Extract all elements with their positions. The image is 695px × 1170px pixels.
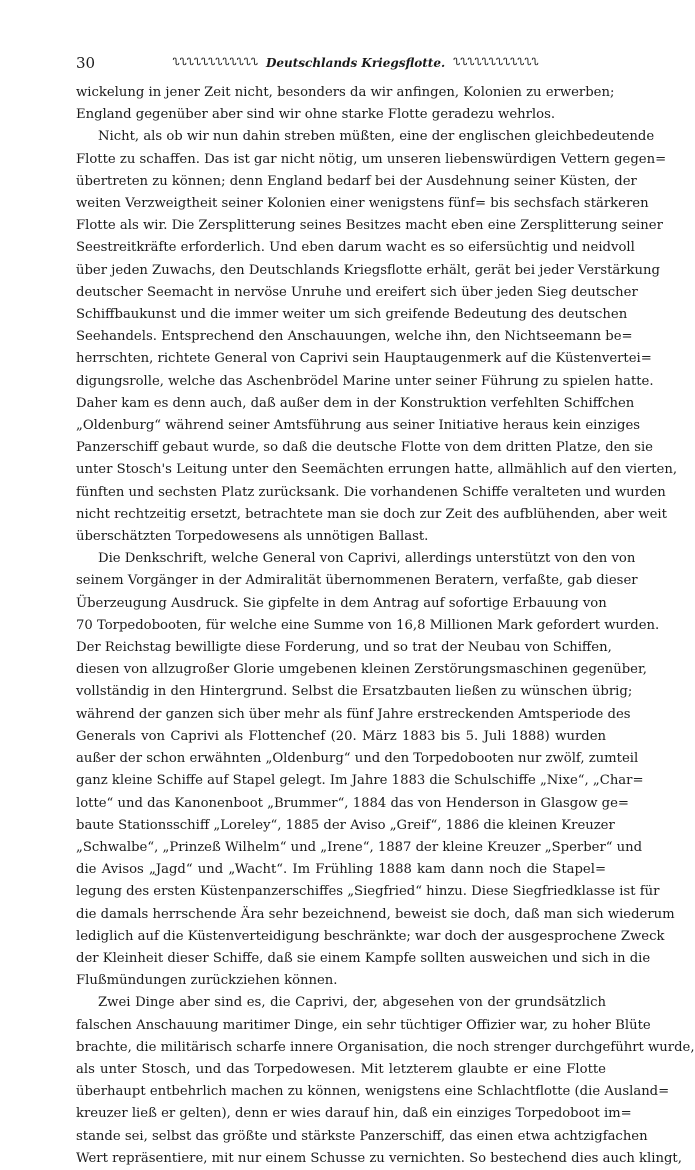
text-line: digungsrolle, welche das Aschenbrödel Marine unter seiner Führung zu spielen hatte. (76, 373, 654, 389)
text-line: Schiffbaukunst und die immer weiter um sich greifende Bedeutung des deutschen (76, 307, 628, 323)
text-line: diesen von allzugroßer Glorie umgebenen kleinen Zerstörungsmaschinen gegenüber, (76, 662, 647, 678)
text-line: Wert repräsentiere, mit nur einem Schusse zu vernichten. So bestechend dies auch klingt, (76, 1150, 682, 1166)
text-line: seinem Vorgänger in der Admiralität übernommenen Beratern, verfaßte, gab dieser (76, 573, 638, 589)
text-line: brachte, die militärisch scharfe innere Organisation, die noch strenger durchgeführt wurde, (76, 1039, 695, 1055)
page-header (76, 52, 606, 74)
text-line: wickelung in jener Zeit nicht, besonders da wir anfingen, Kolonien zu erwerben; (76, 85, 615, 100)
text-line: herrschten, richtete General von Caprivi sein Hauptaugenmerk auf die Küstenvertei= (76, 351, 652, 367)
text-line: Flotte zu schaffen. Das ist gar nicht nötig, um unseren liebenswürdigen Vettern gegen= (76, 151, 667, 167)
text-line: außer der schon erwähnten „Oldenburg“ und den Torpedobooten nur zwölf, zumteil (76, 751, 639, 767)
paragraph (76, 548, 675, 992)
text-line: deutscher Seemacht in nervöse Unruhe und ereifert sich über jeden Sieg deutscher (76, 284, 638, 300)
text-line: Generals von Caprivi als Flottenchef (20. März 1883 bis 5. Juli 1888) wurden (76, 728, 606, 744)
text-line: fünften und sechsten Platz zurücksank. Die vorhandenen Schiffe veralteten und wurden (76, 484, 666, 500)
text-line: ganz kleine Schiffe auf Stapel gelegt. Im Jahre 1883 die Schulschiffe „Nixe“, „Char= (76, 773, 644, 789)
text-line: vollständig in den Hintergrund. Selbst die Ersatzbauten ließen zu wünschen übrig; (76, 684, 633, 700)
text-line: übertreten zu können; denn England bedarf bei der Ausdehnung seiner Küsten, der (76, 173, 637, 189)
text-line: lediglich auf die Küstenverteidigung beschränkte; war doch der ausgesprochene Zweck (76, 928, 665, 944)
text-line: nicht rechtzeitig ersetzt, betrachtete man sie doch zur Zeit des aufblühenden, aber weit (76, 506, 667, 522)
text-line: „Oldenburg“ während seiner Amtsführung aus seiner Initiative heraus kein einziges (76, 418, 641, 434)
text-line: als unter Stosch, und das Torpedowesen. Mit letzterem glaubte er eine Flotte (76, 1061, 606, 1077)
paragraph (76, 992, 695, 1170)
text-line: Die Denkschrift, welche General von Caprivi, allerdings unterstützt von den von (98, 551, 636, 567)
page-number: 30 (76, 54, 96, 72)
text-line: Der Reichstag bewilligte diese Forderung, und so trat der Neubau von Schiffen, (76, 640, 612, 656)
text-line: stande sei, selbst das größte und stärkste Panzerschiff, das einen etwa achtzigfachen (76, 1128, 648, 1144)
text-line: „Schwalbe“, „Prinzeß Wilhelm“ und „Irene“, 1887 der kleine Kreuzer „Sperber“ und (76, 839, 643, 855)
body-text (76, 82, 695, 1170)
text-line: während der ganzen sich über mehr als fünf Jahre erstreckenden Amtsperiode des (76, 706, 631, 722)
text-line: falschen Anschauung maritimer Dinge, ein sehr tüchtiger Offizier war, zu hoher Blüte (76, 1017, 651, 1033)
text-line: lotte“ und das Kanonenboot „Brummer“, 1884 das von Henderson in Glasgow ge= (76, 795, 629, 811)
text-line: Überzeugung Ausdruck. Sie gipfelte in dem Antrag auf sofortige Erbauung von (76, 595, 607, 611)
paragraph (76, 82, 615, 126)
text-line: Zwei Dinge aber sind es, die Caprivi, der, abgesehen von der grundsätzlich (98, 995, 606, 1011)
text-line: weiten Verzweigtheit seiner Kolonien einer wenigstens fünf= bis sechsfach stärkeren (76, 196, 649, 212)
text-line: unter Stosch's Leitung unter den Seemächten errungen hatte, allmählich auf den vierten, (76, 462, 678, 478)
text-line: die Avisos „Jagd“ und „Wacht“. Im Frühling 1888 kam dann noch die Stapel= (76, 862, 606, 878)
text-line: kreuzer ließ er gelten), denn er wies darauf hin, daß ein einziges Torpedoboot im= (76, 1106, 632, 1122)
text-line: Nicht, als ob wir nun dahin streben müßten, eine der englischen gleichbedeutende (98, 129, 655, 145)
text-line: der Kleinheit dieser Schiffe, daß sie einem Kampfe sollten ausweichen und sich in die (76, 950, 651, 966)
text-line: Daher kam es denn auch, daß außer dem in der Konstruktion verfehlten Schiffchen (76, 395, 635, 411)
text-line: überschätzten Torpedowesens als unnötigen Ballast. (76, 529, 429, 545)
text-line: Flußmündungen zurückziehen können. (76, 973, 338, 989)
ornament-right: ᔐᔐᔐᔐᔐᔐᔐᔐᔐᔐᔐᔐ (453, 57, 539, 68)
ornament-left: ᔐᔐᔐᔐᔐᔐᔐᔐᔐᔐᔐᔐ (172, 57, 258, 68)
text-line: überhaupt entbehrlich machen zu können, wenigstens eine Schlachtflotte (die Ausland= (76, 1084, 670, 1100)
text-line: legung des ersten Küstenpanzerschiffes „Siegfried“ hinzu. Diese Siegfriedklasse ist für (76, 884, 660, 900)
text-line: Seehandels. Entsprechend den Anschauungen, welche ihn, den Nichtseemann be= (76, 329, 633, 345)
running-title: Deutschlands Kriegsflotte. (265, 56, 446, 70)
text-line: Seestreitkräfte erforderlich. Und eben darum wacht es so eifersüchtig und neidvoll (76, 240, 635, 256)
text-line: 70 Torpedobooten, für welche eine Summe von 16,8 Millionen Mark gefordert wurden. (76, 617, 660, 633)
text-line: baute Stationsschiff „Loreley“, 1885 der Aviso „Greif“, 1886 die kleinen Kreuzer (76, 817, 615, 833)
text-line: die damals herrschende Ära sehr bezeichnend, beweist sie doch, daß man sich wiederum (76, 906, 675, 922)
text-line: England gegenüber aber sind wir ohne starke Flotte geradezu wehrlos. (76, 107, 556, 123)
text-line: über jeden Zuwachs, den Deutschlands Kriegsflotte erhält, gerät bei jeder Verstärkung (76, 262, 660, 278)
text-line: Panzerschiff gebaut wurde, so daß die deutsche Flotte von dem dritten Platze, den sie (76, 440, 653, 456)
paragraph (76, 126, 678, 548)
text-line: Flotte als wir. Die Zersplitterung seines Besitzes macht eben eine Zersplitterung seiner (76, 218, 663, 234)
